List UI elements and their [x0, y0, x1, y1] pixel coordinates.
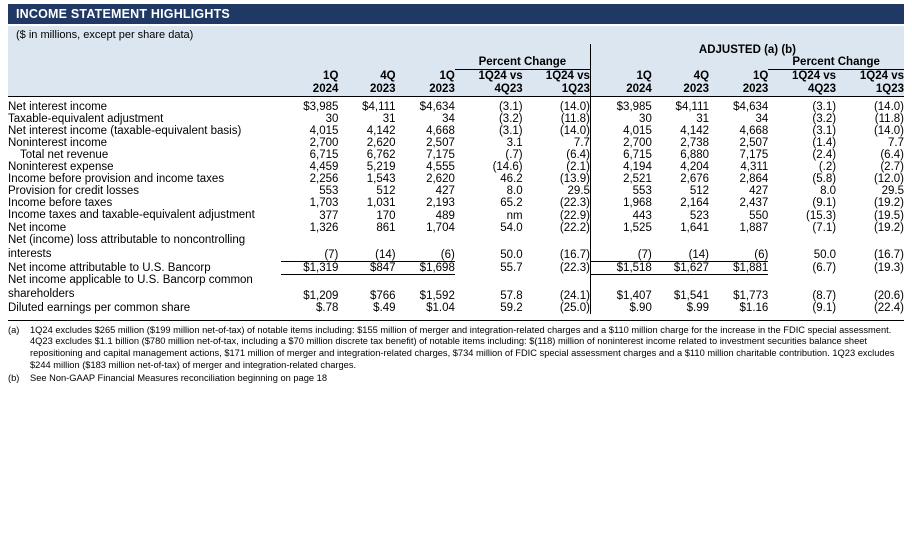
- cell-reported-2: 7,175: [426, 148, 455, 161]
- cell-reported-3: (.7): [505, 148, 523, 161]
- spacer: [8, 70, 281, 96]
- cell-adjusted-0: $1,518: [590, 261, 651, 274]
- col-header-line1: 1Q: [636, 70, 652, 82]
- row-label: Net income: [8, 222, 67, 235]
- cell-adjusted-4: (2.7): [880, 160, 904, 173]
- cell-adjusted-1: 31: [696, 112, 710, 125]
- cell-reported-2: 4,555: [426, 160, 455, 173]
- cell-reported-4: (22.2): [559, 222, 590, 235]
- cell-reported-2: 4,668: [426, 124, 455, 137]
- table-row: [8, 222, 904, 234]
- cell-adjusted-2: $1,773: [709, 274, 768, 301]
- cell-adjusted-1: 2,738: [680, 136, 710, 149]
- footnote-a-text: 1Q24 excludes $265 million ($199 million net-of-tax) of notable items including: $155 million of merger and integration-related charges and a $110 million charge for the increase in the FDIC special assessment. 4Q23 excludes $1.1 billion ($780 million net-of-tax, including a $70 million discrete tax benefit) of notable items including: $(118) million of noninterest income related to investment securities balance sheet repositioning and capital management actions, $171 million of merger and integration-related charges, $734 million of FDIC special assessment charges and a $110 million charitable contribution. 1Q23 excludes $244 million ($183 million net-of-tax) of merger and integration-related charges.: [30, 324, 895, 371]
- cell-adjusted-4: (12.0): [873, 172, 904, 185]
- cell-reported-0: 1,326: [309, 222, 339, 235]
- cell-adjusted-2: (6): [754, 248, 769, 261]
- col-header-adjusted-1q2024: [590, 70, 651, 96]
- cell-adjusted-1: 4,142: [680, 124, 710, 137]
- table-row: [8, 137, 904, 149]
- cell-reported-4: (24.1): [559, 289, 590, 302]
- cell-adjusted-2: 2,437: [739, 196, 769, 209]
- cell-reported-4: (14.0): [559, 124, 590, 137]
- cell-reported-2: 489: [435, 210, 455, 223]
- row-label: Total net revenue: [20, 148, 109, 161]
- cell-adjusted-0: 30: [590, 113, 651, 125]
- col-header-line2: 2024: [312, 82, 339, 95]
- cell-adjusted-3: (8.7): [812, 289, 837, 302]
- adjusted-group-header: [590, 44, 904, 56]
- cell-adjusted-4: (20.6): [873, 289, 904, 302]
- col-header-line2: 1Q23: [561, 82, 590, 95]
- footnote-b-mark: (b): [8, 373, 20, 384]
- column-header-row: [8, 70, 904, 96]
- col-header-line1: 4Q: [693, 70, 710, 82]
- cell-reported-3: 50.0: [500, 249, 523, 262]
- cell-adjusted-1: $1,627: [652, 261, 709, 274]
- cell-adjusted-2: 7,175: [739, 148, 769, 161]
- cell-reported-0: $1,209: [281, 274, 338, 301]
- cell-reported-3: (3.1): [498, 124, 523, 137]
- cell-reported-3: 46.2: [500, 172, 523, 185]
- cell-adjusted-1: (14): [688, 248, 710, 261]
- cell-adjusted-4: (6.4): [880, 148, 904, 161]
- spacer: [8, 44, 281, 56]
- cell-reported-4: (13.9): [559, 172, 590, 185]
- col-header-line1: 1Q24 vs: [545, 70, 590, 82]
- cell-adjusted-0: 6,715: [590, 149, 651, 161]
- cell-adjusted-3: (2.4): [812, 148, 837, 161]
- table-row: [8, 274, 904, 301]
- footnote-b: [8, 373, 904, 385]
- row-label: Net income applicable to U.S. Bancorp common shareholders: [8, 274, 253, 300]
- cell-adjusted-1: 6,880: [680, 148, 710, 161]
- cell-adjusted-0: $1,407: [590, 274, 651, 301]
- cell-reported-4: 29.5: [567, 184, 590, 197]
- cell-reported-4: (22.9): [559, 210, 590, 223]
- percent-change-header-row: [8, 56, 904, 70]
- cell-adjusted-3: 50.0: [813, 249, 837, 262]
- cell-reported-4: (22.3): [559, 262, 590, 275]
- cell-adjusted-3: (5.8): [812, 172, 837, 185]
- cell-reported-0: (7): [324, 248, 339, 261]
- cell-reported-3: 8.0: [506, 184, 523, 197]
- cell-adjusted-4: (19.2): [873, 196, 904, 209]
- row-label: Provision for credit losses: [8, 184, 140, 197]
- cell-reported-0: $1,319: [281, 261, 338, 274]
- spacer: [8, 56, 281, 70]
- cell-reported-2: 2,620: [426, 172, 455, 185]
- cell-reported-1: 5,219: [366, 160, 396, 173]
- cell-adjusted-0: $3,985: [590, 101, 651, 113]
- adjusted-percent-change-header: [768, 56, 904, 70]
- cell-adjusted-1: 2,676: [680, 172, 710, 185]
- table-row: [8, 197, 904, 209]
- table-row: [8, 261, 904, 274]
- col-header-adjusted-1q24-vs-4q23: [768, 70, 836, 96]
- col-header-line2: 1Q23: [875, 82, 904, 95]
- cell-adjusted-2: 4,668: [739, 124, 769, 137]
- cell-reported-2: 2,193: [426, 196, 455, 209]
- cell-reported-4: (6.4): [566, 148, 590, 161]
- cell-reported-1: 1,543: [366, 172, 396, 185]
- cell-reported-1: 31: [382, 112, 396, 125]
- cell-adjusted-1: 523: [689, 210, 710, 223]
- row-label: Income before taxes: [8, 196, 113, 209]
- cell-reported-3: 59.2: [500, 301, 523, 314]
- cell-reported-0: 4,459: [309, 160, 339, 173]
- row-label: Diluted earnings per common share: [8, 301, 191, 314]
- table-row: [8, 113, 904, 125]
- cell-adjusted-0: (7): [590, 234, 651, 261]
- col-header-line1: 1Q24 vs: [478, 70, 523, 82]
- cell-reported-1: 4,142: [366, 124, 396, 137]
- table-row: [8, 149, 904, 161]
- cell-reported-1: $847: [338, 261, 395, 274]
- row-label: Net interest income: [8, 100, 108, 113]
- cell-adjusted-3: (9.1): [812, 301, 837, 314]
- row-label: Income before provision and income taxes: [8, 172, 225, 185]
- col-header-line2: 2023: [742, 82, 769, 95]
- row-label: Noninterest income: [8, 136, 108, 149]
- cell-adjusted-4: (19.2): [873, 222, 904, 235]
- col-header-line2: 2024: [626, 82, 652, 95]
- cell-reported-2: $4,634: [419, 100, 455, 113]
- cell-reported-3: (3.2): [498, 112, 523, 125]
- cell-reported-3: nm: [506, 210, 523, 223]
- cell-reported-1: 2,620: [366, 136, 396, 149]
- table-row: [8, 101, 904, 113]
- income-statement-table: [8, 44, 904, 314]
- cell-reported-4: (22.3): [559, 196, 590, 209]
- table-row: [8, 234, 904, 261]
- cell-adjusted-0: 4,194: [590, 161, 651, 173]
- cell-reported-0: 6,715: [309, 148, 339, 161]
- cell-adjusted-0: 1,968: [590, 197, 651, 209]
- cell-adjusted-4: (22.4): [873, 301, 904, 314]
- cell-adjusted-2: 2,864: [739, 172, 769, 185]
- col-header-line1: 1Q: [323, 70, 339, 82]
- cell-adjusted-2: 1,887: [739, 222, 769, 235]
- cell-reported-1: 512: [376, 184, 396, 197]
- reported-group-blank: [281, 44, 590, 56]
- cell-reported-4: (11.8): [560, 112, 590, 125]
- cell-reported-0: 2,256: [309, 172, 339, 185]
- cell-reported-3: 57.8: [500, 289, 523, 302]
- col-header-line1: 1Q: [439, 70, 455, 82]
- cell-adjusted-2: 4,311: [740, 160, 769, 173]
- cell-reported-3: 54.0: [500, 222, 523, 235]
- cell-adjusted-2: $1.16: [739, 301, 769, 314]
- cell-adjusted-1: 512: [689, 184, 710, 197]
- col-header-reported-4q2023: [338, 70, 395, 96]
- col-header-line1: 1Q24 vs: [791, 70, 837, 82]
- adjusted-percent-change-label: Percent Change: [768, 56, 904, 70]
- col-header-line1: 1Q: [752, 70, 769, 82]
- cell-adjusted-1: 4,204: [680, 160, 710, 173]
- cell-adjusted-1: $.99: [686, 301, 710, 314]
- cell-reported-0: 1,703: [309, 196, 339, 209]
- cell-adjusted-1: 2,164: [680, 196, 710, 209]
- cell-adjusted-2: 2,507: [739, 136, 769, 149]
- cell-adjusted-2: $4,634: [733, 100, 769, 113]
- cell-reported-0: $3,985: [303, 100, 339, 113]
- col-header-line2: 4Q23: [807, 82, 837, 95]
- row-label: Taxable-equivalent adjustment: [8, 112, 164, 125]
- col-header-adjusted-4q2023: [652, 70, 709, 96]
- cell-adjusted-0: 4,015: [590, 125, 651, 137]
- footnote-b-text: See Non-GAAP Financial Measures reconciliation beginning on page 18: [30, 373, 327, 384]
- col-header-line1: 4Q: [380, 70, 396, 82]
- group-header-row: [8, 44, 904, 56]
- cell-reported-4: (25.0): [559, 301, 590, 314]
- footnotes: [8, 320, 904, 385]
- table-row: [8, 185, 904, 197]
- table-row: [8, 161, 904, 173]
- cell-adjusted-3: (1.4): [812, 136, 837, 149]
- cell-adjusted-4: 7.7: [888, 136, 904, 149]
- col-header-line2: 2023: [683, 82, 710, 95]
- cell-reported-1: $4,111: [362, 100, 396, 113]
- cell-reported-0: 553: [319, 184, 339, 197]
- row-label: Net income attributable to U.S. Bancorp: [8, 262, 211, 275]
- col-header-line1: 1Q24 vs: [859, 70, 904, 82]
- cell-adjusted-3: (15.3): [806, 210, 837, 223]
- cell-reported-0: 4,015: [309, 124, 339, 137]
- cell-reported-3: (3.1): [498, 100, 523, 113]
- cell-reported-1: (14): [375, 248, 396, 261]
- row-label: Net interest income (taxable-equivalent basis): [8, 124, 242, 137]
- footnote-a-mark: (a): [8, 324, 20, 335]
- col-header-adjusted-1q24-vs-1q23: [836, 70, 904, 96]
- row-label: Net (income) loss attributable to noncontrolling interests: [8, 234, 246, 260]
- units-note: ($ in millions, except per share data): [8, 26, 904, 44]
- cell-reported-4: (14.0): [559, 100, 590, 113]
- cell-adjusted-0: 2,700: [590, 137, 651, 149]
- table-row: [8, 173, 904, 185]
- table-body: [8, 101, 904, 314]
- cell-reported-2: $1,698: [396, 261, 455, 274]
- cell-adjusted-2: $1,881: [709, 261, 768, 274]
- cell-adjusted-0: $.90: [590, 302, 651, 314]
- cell-adjusted-0: 553: [590, 185, 651, 197]
- cell-adjusted-1: $1,541: [652, 274, 709, 301]
- cell-reported-4: 7.7: [573, 136, 590, 149]
- table-row: [8, 302, 904, 314]
- cell-adjusted-3: (7.1): [812, 222, 837, 235]
- cell-adjusted-1: $4,111: [675, 100, 710, 113]
- income-statement-highlights-page: [0, 4, 912, 557]
- cell-adjusted-3: (.2): [818, 160, 837, 173]
- cell-adjusted-4: (19.5): [873, 210, 904, 223]
- cell-adjusted-4: (14.0): [873, 124, 904, 137]
- reported-percent-change-header: [455, 56, 591, 70]
- cell-adjusted-0: 443: [590, 209, 651, 223]
- cell-reported-2: (6): [440, 248, 455, 261]
- cell-adjusted-4: (11.8): [874, 112, 904, 125]
- cell-adjusted-3: (6.7): [812, 262, 837, 275]
- col-header-line2: 4Q23: [494, 82, 523, 95]
- cell-reported-2: 2,507: [426, 136, 455, 149]
- cell-reported-2: 427: [435, 184, 455, 197]
- cell-reported-0: $.78: [316, 301, 339, 314]
- cell-reported-3: 55.7: [500, 262, 523, 275]
- cell-reported-1: $766: [338, 274, 395, 301]
- reported-percent-change-label: Percent Change: [455, 56, 590, 70]
- cell-adjusted-4: (16.7): [873, 249, 904, 262]
- cell-adjusted-3: (3.2): [812, 112, 837, 125]
- cell-adjusted-3: (3.1): [812, 124, 837, 137]
- cell-adjusted-2: 427: [749, 184, 769, 197]
- col-header-line2: 2023: [369, 82, 396, 95]
- col-header-reported-1q2024: [281, 70, 338, 96]
- cell-reported-1: 861: [376, 222, 396, 235]
- cell-reported-1: 170: [376, 210, 396, 223]
- cell-reported-0: 2,700: [309, 136, 339, 149]
- cell-adjusted-3: 8.0: [820, 184, 837, 197]
- cell-reported-4: (16.7): [559, 249, 590, 262]
- cell-reported-2: 34: [442, 112, 455, 125]
- cell-adjusted-4: (14.0): [873, 100, 904, 113]
- cell-reported-4: (2.1): [566, 160, 590, 173]
- col-header-line2: 2023: [429, 82, 455, 95]
- cell-adjusted-0: 1,525: [590, 222, 651, 234]
- table-row: [8, 209, 904, 223]
- cell-reported-3: 3.1: [506, 136, 523, 149]
- col-header-adjusted-1q2023: [709, 70, 768, 96]
- cell-reported-1: 1,031: [366, 196, 396, 209]
- adjusted-period-blank: [590, 56, 768, 70]
- cell-adjusted-2: 34: [755, 112, 769, 125]
- reported-period-blank: [281, 56, 455, 70]
- cell-reported-1: $.49: [373, 301, 396, 314]
- cell-adjusted-4: 29.5: [881, 184, 904, 197]
- cell-reported-3: 65.2: [500, 196, 523, 209]
- page-title: INCOME STATEMENT HIGHLIGHTS: [8, 4, 904, 26]
- cell-reported-1: 6,762: [366, 148, 396, 161]
- adjusted-group-label: ADJUSTED (a) (b): [698, 44, 797, 56]
- cell-adjusted-2: 550: [749, 210, 769, 223]
- cell-adjusted-1: 1,641: [680, 222, 710, 235]
- col-header-reported-1q24-vs-1q23: [523, 70, 591, 96]
- cell-adjusted-3: (3.1): [812, 100, 837, 113]
- cell-reported-0: 377: [319, 210, 339, 223]
- cell-reported-3: (14.6): [492, 160, 523, 173]
- cell-adjusted-0: 2,521: [590, 173, 651, 185]
- col-header-reported-1q24-vs-4q23: [455, 70, 523, 96]
- cell-reported-2: $1,592: [396, 274, 455, 301]
- cell-reported-0: 30: [325, 112, 339, 125]
- cell-adjusted-4: (19.3): [873, 262, 904, 275]
- cell-adjusted-3: (9.1): [812, 196, 837, 209]
- row-label: Noninterest expense: [8, 160, 114, 173]
- cell-reported-2: $1.04: [426, 301, 455, 314]
- footnote-a: [8, 325, 904, 373]
- row-label: Income taxes and taxable-equivalent adjustment: [8, 208, 255, 221]
- cell-reported-2: 1,704: [426, 222, 455, 235]
- col-header-reported-1q2023: [396, 70, 455, 96]
- table-row: [8, 125, 904, 137]
